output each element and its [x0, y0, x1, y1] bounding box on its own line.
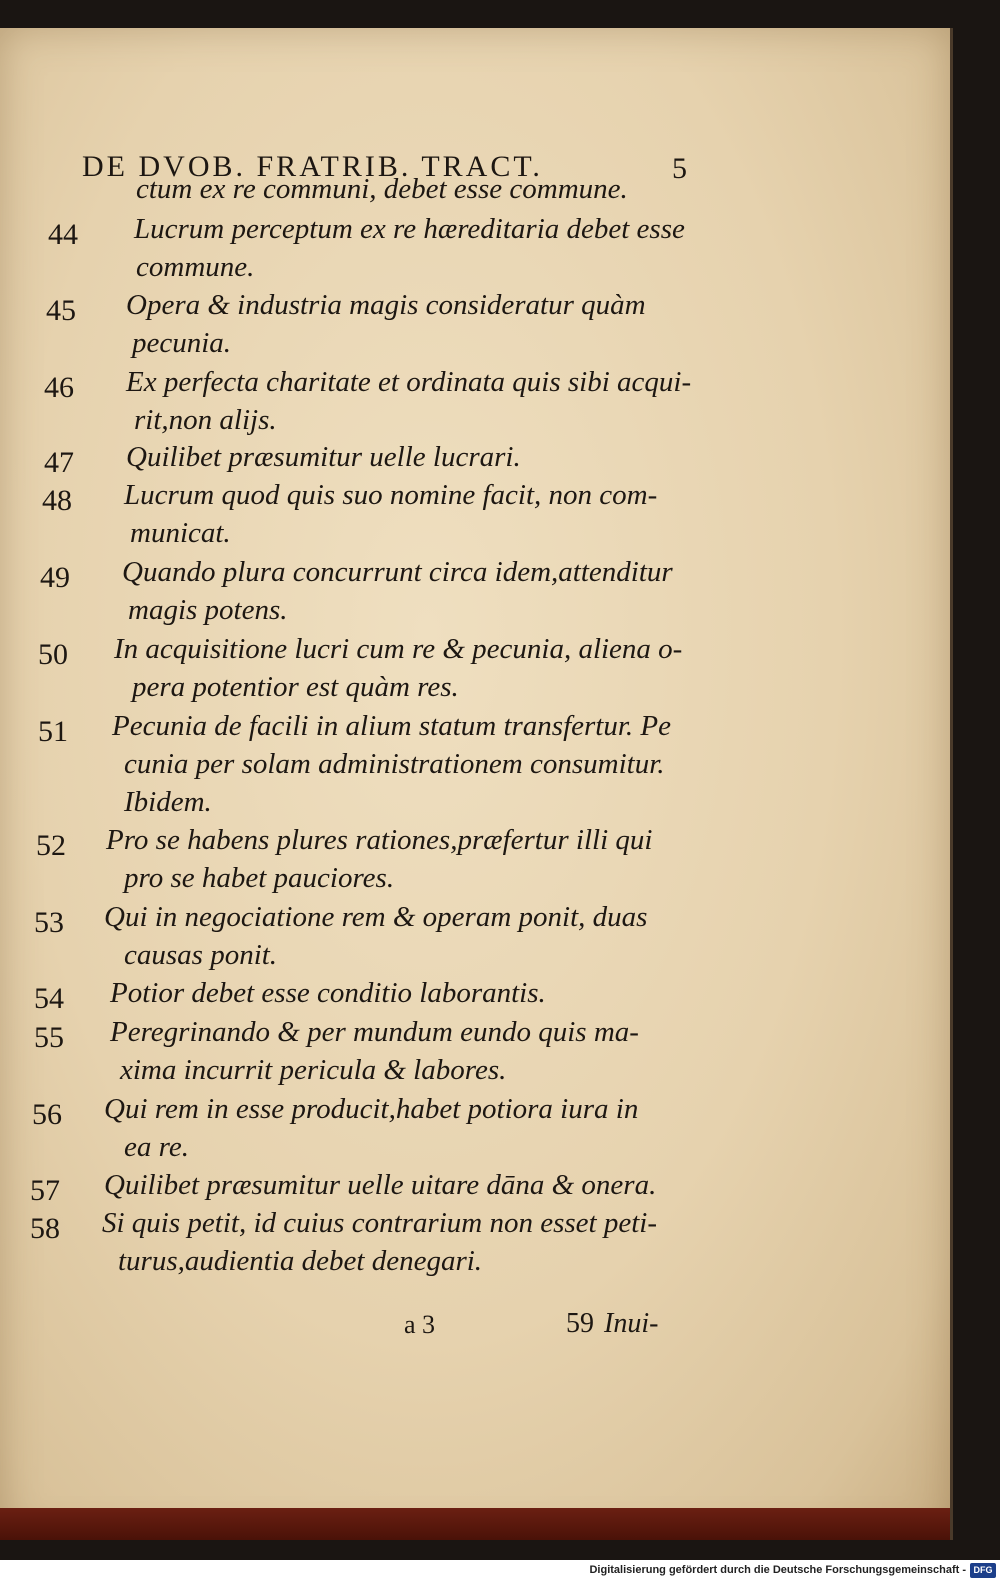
- item-line: Opera & industria magis consideratur quàm: [126, 289, 646, 321]
- item-line: pro se habet pauciores.: [124, 862, 395, 894]
- catchword-word: Inui-: [604, 1308, 659, 1339]
- page-number: 5: [672, 152, 687, 185]
- item-line: Si quis petit, id cuius contrarium non esset peti-: [102, 1207, 657, 1239]
- item-number: 49: [40, 561, 70, 594]
- item-number: 47: [44, 446, 74, 479]
- item-line: Potior debet esse conditio laborantis.: [110, 977, 546, 1009]
- item-number: 51: [38, 715, 68, 748]
- credit-bar: [0, 1560, 1000, 1582]
- catchword: [566, 1308, 658, 1340]
- item-number: 45: [46, 294, 76, 327]
- item-number: 54: [34, 982, 64, 1015]
- item-line: Quilibet præsumitur uelle uitare dāna & onera.: [104, 1169, 657, 1201]
- dfg-logo: DFG: [970, 1563, 996, 1578]
- item-line: Pecunia de facili in alium statum transfertur. Pe: [112, 710, 672, 742]
- item-number: 48: [42, 484, 72, 517]
- item-line: Lucrum quod quis suo nomine facit, non com-: [124, 479, 658, 511]
- item-line: Quilibet præsumitur uelle lucrari.: [126, 441, 521, 473]
- item-line: In acquisitione lucri cum re & pecunia, aliena o-: [114, 633, 683, 665]
- item-number: 50: [38, 638, 68, 671]
- item-number: 44: [48, 218, 78, 251]
- item-number: 53: [34, 906, 64, 939]
- item-line: Quando plura concurrunt circa idem,attenditur: [122, 556, 673, 588]
- item-line: Lucrum perceptum ex re hæreditaria debet esse: [134, 213, 685, 245]
- item-line: municat.: [130, 517, 231, 549]
- item-line: commune.: [136, 251, 255, 283]
- item-number: 52: [36, 829, 66, 862]
- item-number: 46: [44, 371, 74, 404]
- item-line: causas ponit.: [124, 939, 278, 971]
- running-head: DE DVOB. FRATRIB. TRACT.: [82, 150, 543, 183]
- binding-edge: [0, 1508, 950, 1540]
- item-line: cunia per solam administrationem consumitur.: [124, 748, 665, 780]
- item-line: Peregrinando & per mundum eundo quis ma-: [110, 1016, 639, 1048]
- item-line: Pro se habens plures rationes,præfertur illi qui: [106, 824, 653, 856]
- item-line: Ex perfecta charitate et ordinata quis sibi acqui-: [126, 366, 692, 398]
- item-line: rit,non alijs.: [134, 404, 277, 436]
- continuation-line: ctum ex re communi, debet esse commune.: [136, 173, 628, 205]
- item-line: Qui rem in esse producit,habet potiora iura in: [104, 1093, 639, 1125]
- signature-mark: a 3: [404, 1310, 436, 1339]
- item-line: pera potentior est quàm res.: [132, 671, 459, 703]
- item-number: 55: [34, 1021, 64, 1054]
- item-line: magis potens.: [128, 594, 288, 626]
- item-line: Qui in negociatione rem & operam ponit, duas: [104, 901, 648, 933]
- item-number: 56: [32, 1098, 62, 1131]
- item-number: 58: [30, 1212, 60, 1245]
- credit-text: Digitalisierung gefördert durch die Deutsche Forschungsgemeinschaft -: [589, 1564, 966, 1576]
- catchword-number: 59: [566, 1308, 594, 1339]
- item-line: ea re.: [124, 1131, 189, 1163]
- item-line: Ibidem.: [124, 786, 212, 818]
- item-line: xima incurrit pericula & labores.: [120, 1054, 507, 1086]
- item-line: pecunia.: [132, 327, 232, 359]
- item-line: turus,audientia debet denegari.: [118, 1245, 483, 1277]
- item-number: 57: [30, 1174, 60, 1207]
- page-leaf: [0, 28, 953, 1540]
